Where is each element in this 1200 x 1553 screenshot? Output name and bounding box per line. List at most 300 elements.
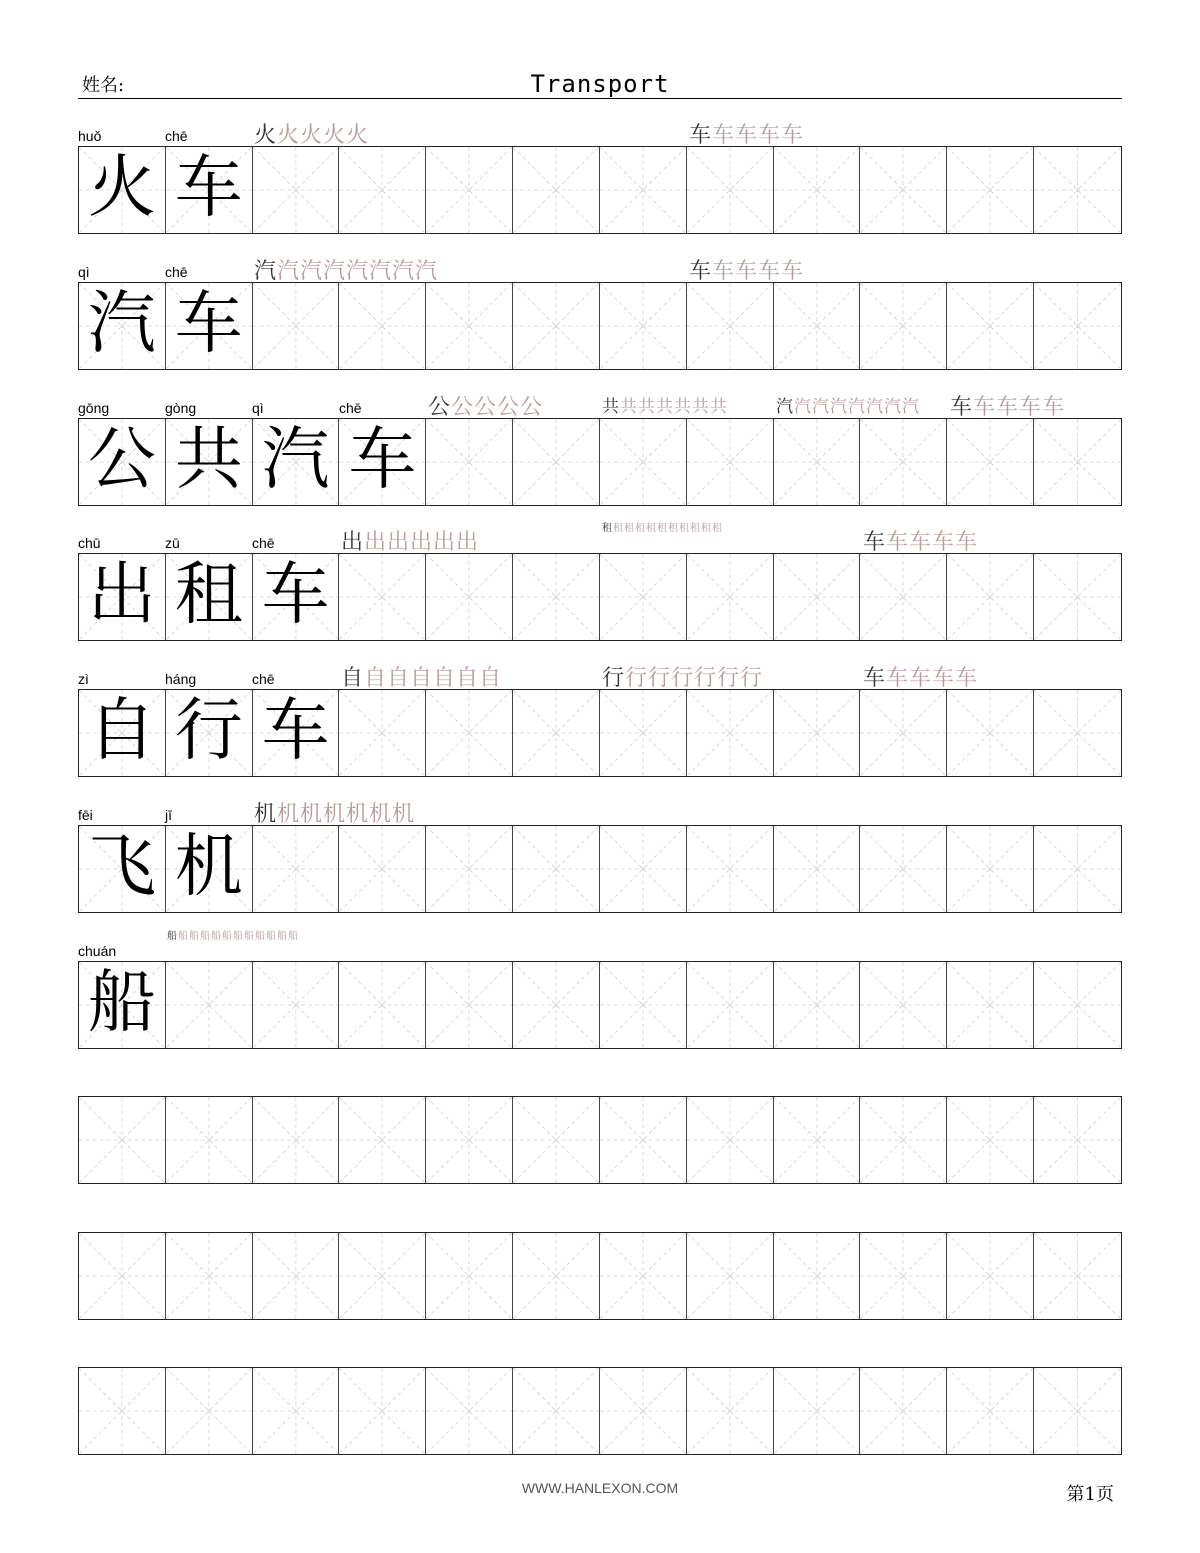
grid-guide-lines: [513, 1368, 599, 1454]
practice-cell[interactable]: [426, 1233, 513, 1319]
grid-guide-lines: [947, 1368, 1033, 1454]
model-character-cell: [166, 283, 253, 369]
practice-cell[interactable]: [426, 1097, 513, 1183]
writing-grid: [78, 1232, 1122, 1320]
grid-guide-lines: [426, 690, 512, 776]
practice-cell[interactable]: [513, 690, 600, 776]
practice-cell[interactable]: [513, 826, 600, 912]
practice-cell[interactable]: [687, 1368, 774, 1454]
stroke-order-sequence: [254, 118, 369, 149]
practice-cell[interactable]: [860, 147, 947, 233]
practice-cell[interactable]: [860, 554, 947, 640]
stroke-order-full-char: 机: [254, 802, 278, 827]
practice-cell[interactable]: [687, 283, 774, 369]
writing-grid: [78, 825, 1122, 913]
practice-cell[interactable]: [600, 283, 687, 369]
grid-guide-lines: [860, 962, 946, 1048]
stroke-order-sequence: [341, 661, 502, 692]
practice-cell[interactable]: [1034, 826, 1121, 912]
stroke-order-steps: 车车车车: [973, 395, 1066, 420]
grid-guide-lines: [860, 147, 946, 233]
model-character: 公: [87, 420, 156, 500]
practice-cell[interactable]: [426, 690, 513, 776]
practice-cell[interactable]: [600, 147, 687, 233]
grid-guide-lines: [426, 419, 512, 505]
practice-cell[interactable]: [166, 1368, 253, 1454]
stroke-order-sequence: [254, 254, 438, 285]
writing-grid: [78, 282, 1122, 370]
grid-guide-lines: [1034, 1368, 1121, 1454]
practice-cell[interactable]: [860, 690, 947, 776]
pinyin-label: chuán: [78, 943, 117, 959]
practice-cell[interactable]: [339, 283, 426, 369]
practice-cell[interactable]: [1034, 1368, 1121, 1454]
stroke-order-steps: 汽汽汽汽汽汽汽: [277, 259, 439, 284]
practice-row: [78, 802, 1122, 913]
grid-guide-lines: [600, 283, 686, 369]
practice-cell[interactable]: [860, 826, 947, 912]
practice-cell[interactable]: [774, 283, 861, 369]
grid-guide-lines: [426, 554, 512, 640]
footer-website: WWW.HANLEXON.COM: [521, 1480, 679, 1496]
grid-guide-lines: [426, 1233, 512, 1319]
grid-guide-lines: [687, 283, 773, 369]
model-character-cell: [253, 690, 340, 776]
grid-guide-lines: [774, 690, 860, 776]
practice-cell[interactable]: [600, 1097, 687, 1183]
practice-cell[interactable]: [166, 1097, 253, 1183]
stroke-order-full-char: 出: [341, 530, 365, 555]
practice-cell[interactable]: [600, 690, 687, 776]
grid-guide-lines: [79, 1368, 165, 1454]
pinyin-label: fēi: [78, 807, 93, 823]
model-character: 自: [87, 691, 156, 771]
practice-cell[interactable]: [1034, 283, 1121, 369]
practice-cell[interactable]: [947, 1233, 1034, 1319]
grid-guide-lines: [687, 147, 773, 233]
stroke-order-steps: 火火火火: [277, 123, 370, 148]
practice-cell[interactable]: [600, 962, 687, 1048]
grid-guide-lines: [774, 826, 860, 912]
grid-guide-lines: [339, 826, 425, 912]
grid-guide-lines: [253, 283, 339, 369]
grid-guide-lines: [513, 283, 599, 369]
practice-cell[interactable]: [253, 1368, 340, 1454]
model-character-cell: [79, 419, 166, 505]
stroke-order-sequence: [776, 392, 920, 417]
pinyin-label: huǒ: [78, 128, 102, 144]
practice-cell[interactable]: [426, 962, 513, 1048]
grid-guide-lines: [687, 690, 773, 776]
practice-cell[interactable]: [687, 1097, 774, 1183]
grid-guide-lines: [947, 1233, 1033, 1319]
practice-cell[interactable]: [600, 554, 687, 640]
grid-guide-lines: [774, 283, 860, 369]
practice-cell[interactable]: [600, 1233, 687, 1319]
practice-cell[interactable]: [947, 1097, 1034, 1183]
model-character-cell: [166, 690, 253, 776]
practice-cell[interactable]: [687, 826, 774, 912]
practice-cell[interactable]: [600, 1368, 687, 1454]
practice-row: [78, 931, 1122, 1049]
grid-guide-lines: [253, 147, 339, 233]
stroke-order-full-char: 汽: [776, 397, 794, 417]
grid-guide-lines: [860, 1097, 946, 1183]
practice-cell[interactable]: [79, 1233, 166, 1319]
practice-cell[interactable]: [339, 147, 426, 233]
grid-guide-lines: [687, 962, 773, 1048]
stroke-order-full-char: 租: [602, 523, 613, 534]
practice-row: [78, 523, 1122, 641]
practice-cell[interactable]: [947, 962, 1034, 1048]
model-character-cell: [339, 419, 426, 505]
pinyin-label: chū: [78, 535, 101, 551]
grid-guide-lines: [166, 1097, 252, 1183]
grid-guide-lines: [513, 1233, 599, 1319]
grid-guide-lines: [1034, 1097, 1121, 1183]
practice-cell[interactable]: [339, 1097, 426, 1183]
practice-cell[interactable]: [687, 419, 774, 505]
grid-guide-lines: [253, 1097, 339, 1183]
grid-guide-lines: [860, 419, 946, 505]
pinyin-label: qì: [252, 400, 264, 416]
practice-cell[interactable]: [774, 1368, 861, 1454]
writing-grid: [78, 689, 1122, 777]
model-character: 火: [87, 148, 156, 228]
grid-guide-lines: [253, 962, 339, 1048]
pinyin-label: chē: [252, 671, 275, 687]
practice-cell[interactable]: [513, 1368, 600, 1454]
practice-cell[interactable]: [774, 826, 861, 912]
practice-cell[interactable]: [513, 554, 600, 640]
model-character: 租: [174, 555, 243, 635]
grid-guide-lines: [687, 554, 773, 640]
practice-cell[interactable]: [600, 419, 687, 505]
grid-guide-lines: [860, 1233, 946, 1319]
practice-cell[interactable]: [1034, 1097, 1121, 1183]
stroke-order-full-char: 公: [428, 395, 452, 420]
grid-guide-lines: [339, 554, 425, 640]
practice-cell[interactable]: [426, 283, 513, 369]
practice-cell[interactable]: [687, 554, 774, 640]
pinyin-label: háng: [165, 671, 197, 687]
practice-cell[interactable]: [860, 283, 947, 369]
practice-cell[interactable]: [687, 147, 774, 233]
model-character-cell: [166, 147, 253, 233]
practice-cell[interactable]: [426, 554, 513, 640]
model-character-cell: [79, 147, 166, 233]
model-character: 机: [174, 827, 243, 907]
model-character-cell: [79, 690, 166, 776]
stroke-order-steps: 车车车车: [886, 666, 979, 691]
model-character-cell: [253, 554, 340, 640]
practice-cell[interactable]: [253, 147, 340, 233]
practice-cell[interactable]: [513, 1097, 600, 1183]
practice-row: [78, 123, 1122, 234]
practice-cell[interactable]: [1034, 690, 1121, 776]
model-character: 车: [348, 420, 417, 500]
practice-cell[interactable]: [600, 826, 687, 912]
stroke-order-steps: 租租租租租租租租租租: [613, 523, 723, 534]
practice-cell[interactable]: [947, 826, 1034, 912]
practice-cell[interactable]: [860, 962, 947, 1048]
grid-guide-lines: [687, 1368, 773, 1454]
practice-cell[interactable]: [687, 1233, 774, 1319]
practice-cell[interactable]: [513, 962, 600, 1048]
practice-cell[interactable]: [860, 1097, 947, 1183]
stroke-order-steps: 汽汽汽汽汽汽汽: [794, 397, 920, 417]
grid-guide-lines: [513, 690, 599, 776]
stroke-order-sequence: [602, 661, 763, 692]
grid-guide-lines: [600, 147, 686, 233]
model-character-cell: [166, 826, 253, 912]
grid-guide-lines: [79, 1233, 165, 1319]
grid-guide-lines: [600, 962, 686, 1048]
grid-guide-lines: [426, 826, 512, 912]
practice-cell[interactable]: [339, 1233, 426, 1319]
practice-cell[interactable]: [774, 554, 861, 640]
writing-grid: [78, 418, 1122, 506]
practice-cell[interactable]: [947, 147, 1034, 233]
stroke-order-sequence: [341, 525, 479, 556]
practice-cell[interactable]: [426, 419, 513, 505]
practice-cell[interactable]: [947, 690, 1034, 776]
grid-guide-lines: [860, 826, 946, 912]
stroke-order-full-char: 车: [689, 259, 713, 284]
model-character-cell: [166, 554, 253, 640]
pinyin-label: chē: [252, 535, 275, 551]
practice-cell[interactable]: [1034, 962, 1121, 1048]
stroke-order-sequence: [602, 392, 728, 417]
practice-row: [78, 1096, 1122, 1184]
grid-guide-lines: [1034, 962, 1121, 1048]
model-character-cell: [79, 826, 166, 912]
grid-guide-lines: [774, 1233, 860, 1319]
pinyin-label: gōng: [78, 400, 110, 416]
stroke-order-sequence: [863, 661, 978, 692]
practice-cell[interactable]: [947, 554, 1034, 640]
practice-cell[interactable]: [947, 283, 1034, 369]
stroke-order-sequence: [254, 797, 415, 828]
practice-cell[interactable]: [79, 1097, 166, 1183]
practice-cell[interactable]: [339, 826, 426, 912]
practice-cell[interactable]: [339, 554, 426, 640]
model-character: 出: [87, 555, 156, 635]
grid-guide-lines: [513, 147, 599, 233]
practice-cell[interactable]: [426, 826, 513, 912]
stroke-order-steps: 车车车车: [712, 259, 805, 284]
grid-guide-lines: [947, 1097, 1033, 1183]
pinyin-label: jī: [165, 807, 172, 823]
stroke-order-full-char: 共: [602, 397, 620, 417]
grid-guide-lines: [253, 1368, 339, 1454]
practice-cell[interactable]: [1034, 1233, 1121, 1319]
grid-guide-lines: [1034, 690, 1121, 776]
grid-guide-lines: [426, 147, 512, 233]
grid-guide-lines: [1034, 1233, 1121, 1319]
grid-guide-lines: [339, 1368, 425, 1454]
practice-cell[interactable]: [339, 1368, 426, 1454]
practice-cell[interactable]: [774, 147, 861, 233]
worksheet-header: [78, 68, 1122, 99]
name-label: 姓名:: [82, 75, 125, 96]
stroke-order-full-char: 车: [950, 395, 974, 420]
pinyin-label: chē: [165, 264, 188, 280]
stroke-order-sequence: [950, 390, 1065, 421]
grid-guide-lines: [339, 962, 425, 1048]
practice-cell[interactable]: [339, 690, 426, 776]
model-character: 车: [261, 691, 330, 771]
grid-guide-lines: [1034, 283, 1121, 369]
model-character: 飞: [87, 827, 156, 907]
stroke-order-steps: 车车车车: [886, 530, 979, 555]
grid-guide-lines: [947, 419, 1033, 505]
grid-guide-lines: [513, 826, 599, 912]
grid-guide-lines: [339, 1097, 425, 1183]
practice-cell[interactable]: [253, 283, 340, 369]
worksheet-title: Transport: [530, 70, 670, 98]
practice-cell[interactable]: [1034, 419, 1121, 505]
writing-grid: [78, 146, 1122, 234]
stroke-order-full-char: 车: [863, 530, 887, 555]
practice-cell[interactable]: [774, 962, 861, 1048]
stroke-order-sequence: [602, 523, 752, 535]
practice-cell[interactable]: [1034, 554, 1121, 640]
practice-cell[interactable]: [774, 419, 861, 505]
model-character: 船: [87, 963, 156, 1043]
grid-guide-lines: [687, 826, 773, 912]
grid-guide-lines: [513, 419, 599, 505]
practice-cell[interactable]: [947, 1368, 1034, 1454]
practice-cell[interactable]: [513, 419, 600, 505]
model-character: 汽: [87, 284, 156, 364]
practice-cell[interactable]: [860, 1368, 947, 1454]
grid-guide-lines: [166, 962, 252, 1048]
model-character: 车: [261, 555, 330, 635]
practice-cell[interactable]: [513, 283, 600, 369]
writing-grid: [78, 1367, 1122, 1455]
practice-cell[interactable]: [166, 1233, 253, 1319]
pinyin-label: chē: [165, 128, 188, 144]
grid-guide-lines: [339, 1233, 425, 1319]
grid-guide-lines: [166, 1233, 252, 1319]
practice-row: [78, 1232, 1122, 1320]
grid-guide-lines: [339, 283, 425, 369]
grid-guide-lines: [513, 554, 599, 640]
practice-cell[interactable]: [513, 147, 600, 233]
grid-guide-lines: [600, 826, 686, 912]
grid-guide-lines: [687, 1233, 773, 1319]
practice-cell[interactable]: [774, 1097, 861, 1183]
practice-cell[interactable]: [339, 962, 426, 1048]
grid-guide-lines: [426, 1097, 512, 1183]
practice-cell[interactable]: [687, 690, 774, 776]
grid-guide-lines: [860, 554, 946, 640]
model-character-cell: [79, 962, 166, 1048]
stroke-order-steps: 机机机机机机: [277, 802, 416, 827]
grid-guide-lines: [947, 962, 1033, 1048]
grid-guide-lines: [600, 419, 686, 505]
pinyin-label: zì: [78, 671, 89, 687]
stroke-order-sequence: [689, 118, 804, 149]
practice-cell[interactable]: [426, 147, 513, 233]
practice-cell[interactable]: [253, 1097, 340, 1183]
stroke-order-full-char: 车: [863, 666, 887, 691]
grid-guide-lines: [339, 690, 425, 776]
grid-guide-lines: [687, 419, 773, 505]
stroke-order-steps: 车车车车: [712, 123, 805, 148]
grid-guide-lines: [774, 419, 860, 505]
grid-guide-lines: [1034, 554, 1121, 640]
model-character: 汽: [261, 420, 330, 500]
grid-guide-lines: [253, 1233, 339, 1319]
grid-guide-lines: [774, 554, 860, 640]
practice-row: [78, 1367, 1122, 1455]
grid-guide-lines: [600, 1368, 686, 1454]
grid-guide-lines: [947, 554, 1033, 640]
page-number: 第1页: [1066, 1484, 1114, 1505]
practice-cell[interactable]: [774, 690, 861, 776]
writing-grid: [78, 1096, 1122, 1184]
practice-cell[interactable]: [426, 1368, 513, 1454]
practice-cell[interactable]: [860, 1233, 947, 1319]
practice-cell[interactable]: [253, 962, 340, 1048]
pinyin-label: gòng: [165, 400, 197, 416]
stroke-order-steps: 自自自自自自: [364, 666, 503, 691]
model-character-cell: [166, 419, 253, 505]
practice-cell[interactable]: [687, 962, 774, 1048]
practice-cell[interactable]: [166, 962, 253, 1048]
practice-cell[interactable]: [253, 826, 340, 912]
practice-cell[interactable]: [79, 1368, 166, 1454]
practice-cell[interactable]: [860, 419, 947, 505]
model-character: 车: [174, 148, 243, 228]
grid-guide-lines: [600, 554, 686, 640]
model-character-cell: [79, 283, 166, 369]
stroke-order-steps: 出出出出出: [364, 530, 480, 555]
grid-guide-lines: [600, 1233, 686, 1319]
grid-guide-lines: [1034, 826, 1121, 912]
grid-guide-lines: [513, 1097, 599, 1183]
stroke-order-sequence: [863, 525, 978, 556]
practice-row: [78, 259, 1122, 370]
practice-cell[interactable]: [1034, 147, 1121, 233]
practice-row: [78, 395, 1122, 506]
model-character: 共: [174, 420, 243, 500]
grid-guide-lines: [860, 1368, 946, 1454]
practice-cell[interactable]: [513, 1233, 600, 1319]
grid-guide-lines: [860, 283, 946, 369]
model-character: 车: [174, 284, 243, 364]
practice-cell[interactable]: [774, 1233, 861, 1319]
stroke-order-steps: 船船船船船船船船船船船: [178, 931, 299, 942]
grid-guide-lines: [687, 1097, 773, 1183]
practice-cell[interactable]: [253, 1233, 340, 1319]
pinyin-label: chē: [339, 400, 362, 416]
grid-guide-lines: [774, 147, 860, 233]
grid-guide-lines: [513, 962, 599, 1048]
grid-guide-lines: [1034, 419, 1121, 505]
grid-guide-lines: [1034, 147, 1121, 233]
model-character: 行: [174, 691, 243, 771]
pinyin-label: zū: [165, 535, 180, 551]
practice-cell[interactable]: [947, 419, 1034, 505]
grid-guide-lines: [339, 147, 425, 233]
grid-guide-lines: [426, 1368, 512, 1454]
grid-guide-lines: [426, 962, 512, 1048]
writing-grid: [78, 961, 1122, 1049]
grid-guide-lines: [774, 1368, 860, 1454]
